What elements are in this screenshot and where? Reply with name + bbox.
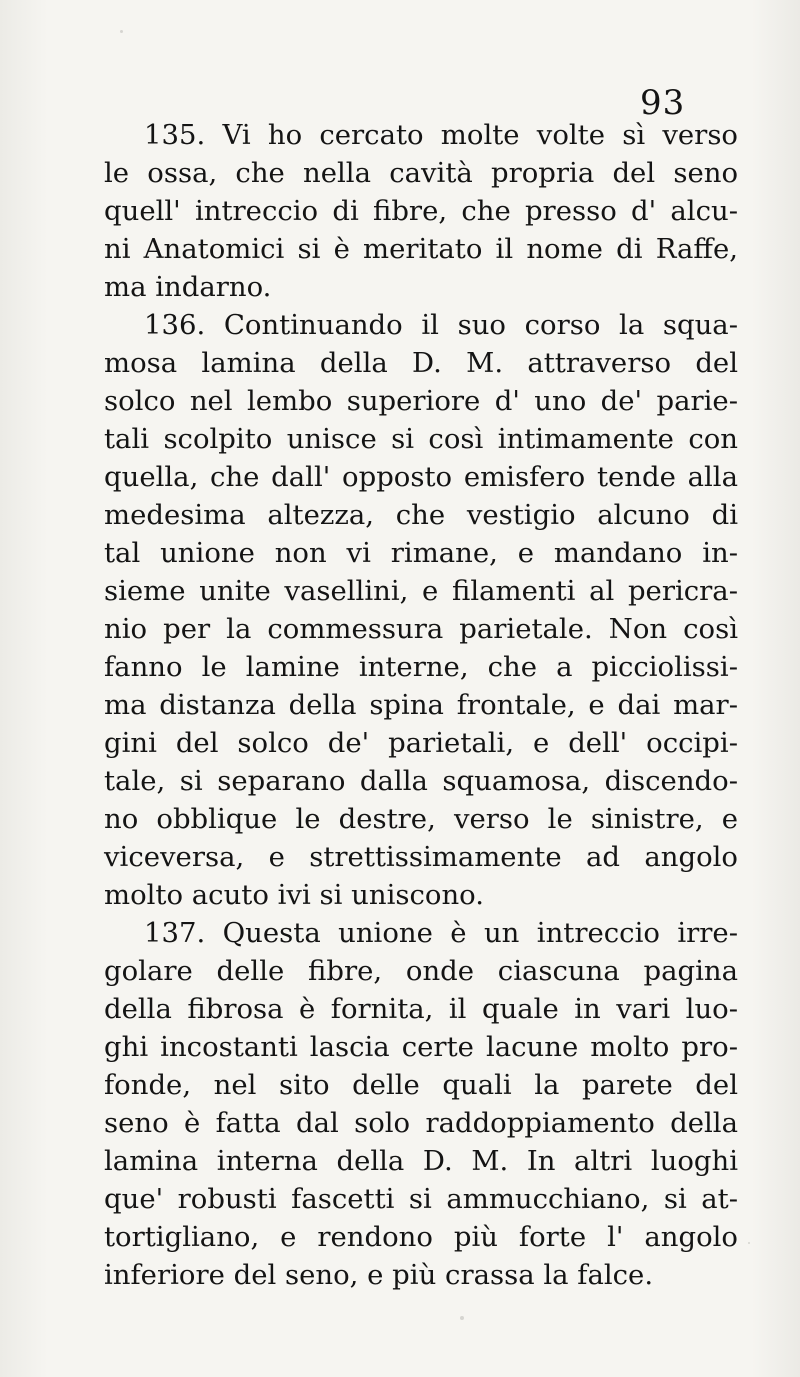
paper-speck [120, 30, 123, 33]
text-line: 137. Questa unione è un intreccio irre- [144, 917, 738, 949]
text-line: que' robusti fascetti si ammucchiano, si at- [104, 1183, 738, 1215]
text-line: lamina interna della D. M. In altri luoghi [104, 1145, 738, 1177]
text-line: no obblique le destre, verso le sinistre, e [104, 803, 738, 835]
text-line: della fibrosa è fornita, il quale in vari luo- [104, 993, 738, 1025]
text-line: ma distanza della spina frontale, e dai mar- [104, 689, 738, 721]
paper-speck [748, 1242, 750, 1244]
text-line: tali scolpito unisce si così intimamente con [104, 423, 738, 455]
text-line: ghi incostanti lascia certe lacune molto pro- [104, 1031, 738, 1063]
body-text [104, 116, 738, 1294]
text-line: 135. Vi ho cercato molte volte sì verso [144, 119, 738, 151]
text-line: solco nel lembo superiore d' uno de' parie- [104, 385, 738, 417]
text-line: inferiore del seno, e più crassa la falce. [104, 1259, 654, 1291]
text-line: nio per la commessura parietale. Non così [104, 613, 738, 645]
paper-speck [460, 1316, 464, 1320]
text-line: fonde, nel sito delle quali la parete del [104, 1069, 738, 1101]
text-line: gini del solco de' parietali, e dell' occipi- [104, 727, 738, 759]
text-line: molto acuto ivi si uniscono. [104, 879, 484, 911]
text-line: golare delle fibre, onde ciascuna pagina [104, 955, 738, 987]
text-line: tale, si separano dalla squamosa, discendo- [104, 765, 738, 797]
text-line: quella, che dall' opposto emisfero tende alla [104, 461, 738, 493]
page-number: 93 [640, 83, 686, 123]
text-line: sieme unite vasellini, e filamenti al pericra- [104, 575, 738, 607]
text-line: medesima altezza, che vestigio alcuno di [104, 499, 738, 531]
text-line: mosa lamina della D. M. attraverso del [104, 347, 738, 379]
text-line: ma indarno. [104, 271, 272, 303]
text-line: viceversa, e strettissimamente ad angolo [104, 841, 738, 873]
text-line: 136. Continuando il suo corso la squa- [144, 309, 738, 341]
text-line: quell' intreccio di fibre, che presso d' alcu- [104, 195, 738, 227]
text-line: fanno le lamine interne, che a picciolissi- [104, 651, 738, 683]
text-line: tal unione non vi rimane, e mandano in- [104, 537, 738, 569]
text-line: tortigliano, e rendono più forte l' angolo [104, 1221, 738, 1253]
text-line: le ossa, che nella cavità propria del seno [104, 157, 738, 189]
text-line: seno è fatta dal solo raddoppiamento della [104, 1107, 738, 1139]
text-line: ni Anatomici si è meritato il nome di Raffe, [104, 233, 738, 265]
